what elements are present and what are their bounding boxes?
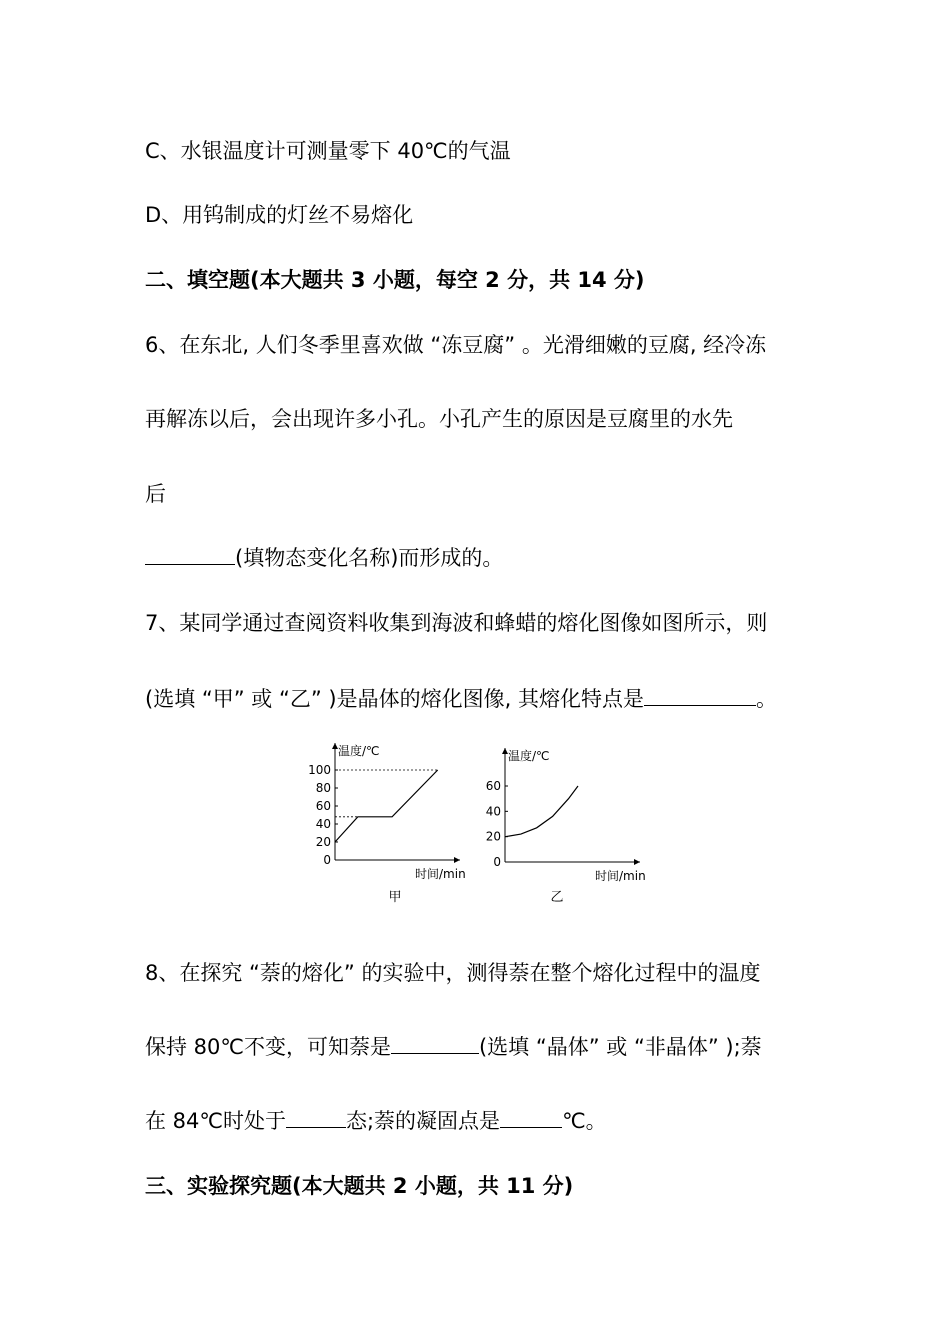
q8-line-2-a: 保持 80℃不变，可知萘是 — [145, 1035, 391, 1059]
q8-line-3 — [145, 1106, 607, 1136]
section2-heading: 二、填空题(本大题共 3 小题，每空 2 分，共 14 分) — [145, 268, 645, 292]
y-tick-label: 60 — [485, 779, 501, 793]
graph-caption: 乙 — [550, 890, 564, 905]
melting-graphs-figure — [300, 738, 660, 913]
q8-line-3-b: 态;萘的凝固点是 — [345, 1109, 501, 1133]
y-axis-label: 温度/℃ — [508, 749, 550, 763]
y-tick-label: 80 — [315, 781, 331, 795]
q8-line-1: 8、在探究 “萘的熔化” 的实验中，测得萘在整个熔化过程中的温度 — [145, 961, 761, 985]
y-tick-label: 20 — [315, 835, 331, 849]
answer-blank[interactable] — [286, 1107, 346, 1128]
q6-line-2: 再解冻以后，会出现许多小孔。小孔产生的原因是豆腐里的水先 — [145, 407, 733, 431]
answer-blank[interactable] — [145, 544, 235, 565]
y-tick-label: 40 — [485, 804, 501, 819]
y-tick-label: 60 — [315, 799, 331, 813]
x-axis-label: 时间/min — [415, 867, 466, 881]
x-axis-label: 时间/min — [595, 869, 646, 883]
q8-line-3-a: 在 84℃时处于 — [145, 1109, 286, 1133]
y-axis-label: 温度/℃ — [338, 744, 380, 758]
q6-line-4 — [145, 543, 503, 573]
q7-line-2 — [145, 684, 777, 714]
y-tick-label: 40 — [315, 817, 331, 831]
section3-heading: 三、实验探究题(本大题共 2 小题，共 11 分) — [145, 1174, 574, 1198]
y-tick-label: 20 — [485, 829, 501, 844]
y-tick-label: 100 — [308, 763, 331, 777]
q7-line-2-end: 。 — [755, 687, 777, 711]
q8-line-3-c: ℃。 — [562, 1109, 607, 1133]
option-c: C、水银温度计可测量零下 40℃的气温 — [145, 139, 511, 163]
q6-line-4-tail: (填物态变化名称)而形成的。 — [235, 546, 504, 570]
q8-line-2 — [145, 1032, 762, 1062]
melting-graphs-svg — [300, 738, 660, 913]
q6-line-3: 后 — [145, 482, 166, 506]
answer-blank[interactable] — [500, 1107, 562, 1128]
y-tick-label: 0 — [493, 855, 501, 869]
answer-blank[interactable] — [391, 1033, 479, 1054]
q8-line-2-b: (选填 “晶体” 或 “非晶体” );萘 — [478, 1035, 762, 1059]
q6-line-1: 6、在东北, 人们冬季里喜欢做 “冻豆腐” 。光滑细嫩的豆腐, 经冷冻 — [145, 333, 767, 357]
series-line — [335, 770, 438, 842]
answer-blank[interactable] — [644, 685, 756, 706]
option-d: D、用钨制成的灯丝不易熔化 — [145, 203, 414, 227]
y-tick-label: 0 — [323, 853, 331, 867]
graph-caption: 甲 — [388, 890, 402, 905]
q7-line-1: 7、某同学通过查阅资料收集到海波和蜂蜡的熔化图像如图所示，则 — [145, 611, 768, 635]
series-line — [505, 786, 578, 837]
q7-line-2-text: (选填 “甲” 或 “乙” )是晶体的熔化图像, 其熔化特点是 — [145, 687, 644, 711]
